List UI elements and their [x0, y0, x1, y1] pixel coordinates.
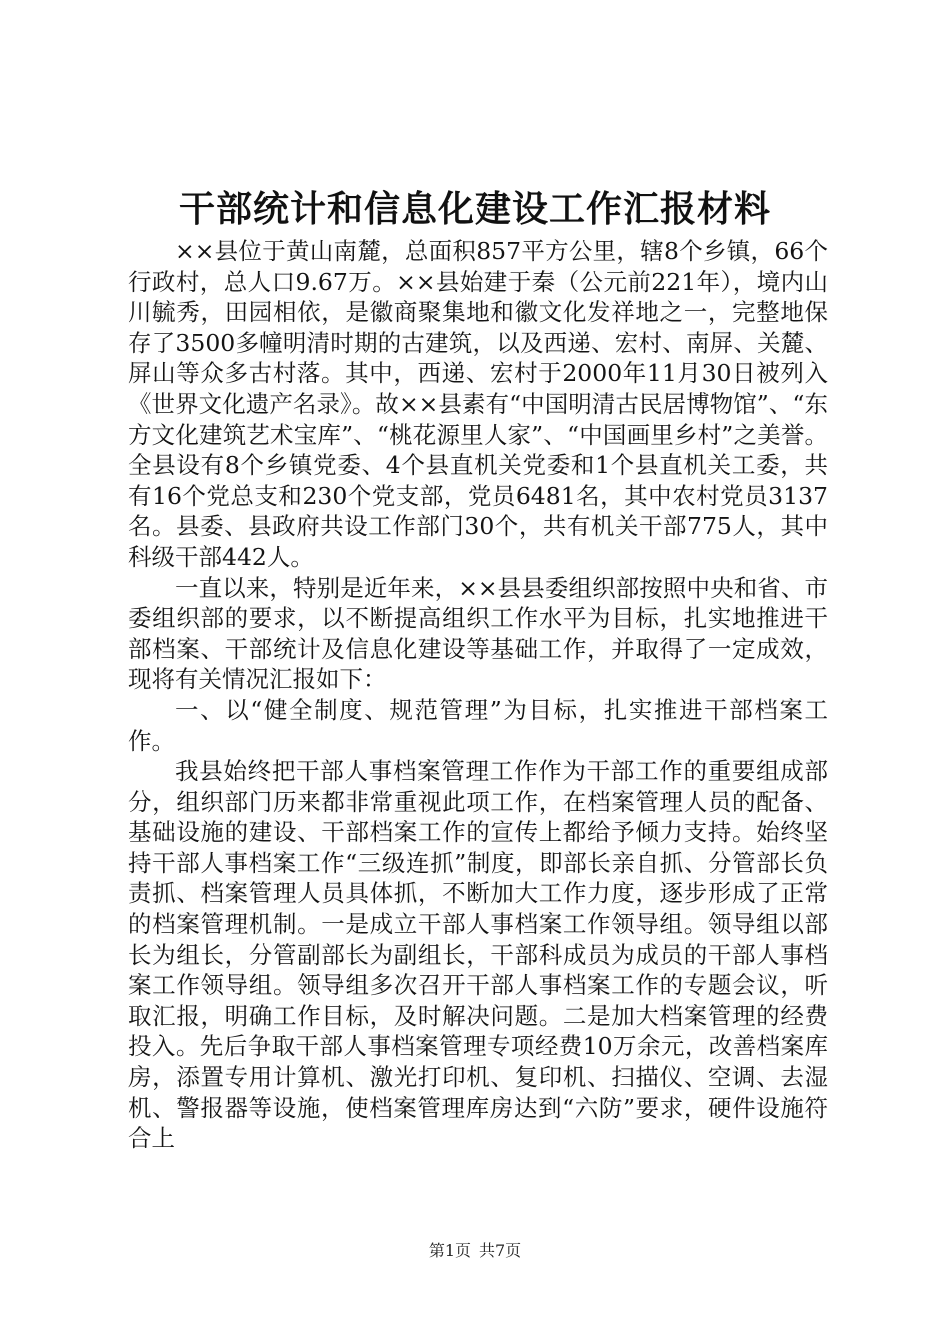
paragraph-introduction: 一直以来，特别是近年来，××县县委组织部按照中央和省、市委组织部的要求，以不断提高组织工作水平为目标，扎实地推进干部档案、干部统计及信息化建设等基础工作，并取得了一定成效，现将有关情况汇报如下：: [128, 573, 828, 694]
page-footer: [0, 1240, 950, 1262]
document-title: 干部统计和信息化建设工作汇报材料: [178, 188, 771, 230]
document-body: [128, 236, 828, 1154]
paragraph-county-overview: ××县位于黄山南麓，总面积857平方公里，辖8个乡镇，66个行政村，总人口9.67万。××县始建于秦（公元前221年），境内山川毓秀，田园相依，是徽商聚集地和徽文化发祥地之一，完整地保存了3500多幢明清时期的古建筑，以及西递、宏村、南屏、关麓、屏山等众多古村落。其中，西递、宏村于2000年11月30日被列入《世界文化遗产名录》。故××县素有“中国明清古民居博物馆”、“东方文化建筑艺术宝库”、“桃花源里人家”、“中国画里乡村”之美誉。全县设有8个乡镇党委、4个县直机关党委和1个县直机关工委，共有16个党总支和230个党支部，党员6481名，其中农村党员3137名。县委、县政府共设工作部门30个，共有机关干部775人，其中科级干部442人。: [128, 237, 828, 571]
section-heading-archives: 一、以“健全制度、规范管理”为目标，扎实推进干部档案工作。: [128, 695, 828, 755]
page-total: 共7页: [479, 1241, 522, 1260]
page-number: 第1页: [428, 1241, 471, 1260]
paragraph-archives-work: 我县始终把干部人事档案管理工作作为干部工作的重要组成部分，组织部门历来都非常重视此项工作，在档案管理人员的配备、基础设施的建设、干部档案工作的宣传上都给予倾力支持。始终坚持干部人事档案工作“三级连抓”制度，即部长亲自抓、分管部长负责抓、档案管理人员具体抓，不断加大工作力度，逐步形成了正常的档案管理机制。一是成立干部人事档案工作领导组。领导组以部长为组长，分管副部长为副组长，干部科成员为成员的干部人事档案工作领导组。领导组多次召开干部人事档案工作的专题会议，听取汇报，明确工作目标，及时解决问题。二是加大档案管理的经费投入。先后争取干部人事档案管理专项经费10万余元，改善档案库房，添置专用计算机、激光打印机、复印机、扫描仪、空调、去湿机、警报器等设施，使档案管理库房达到“六防”要求，硬件设施符合上: [128, 757, 828, 1153]
